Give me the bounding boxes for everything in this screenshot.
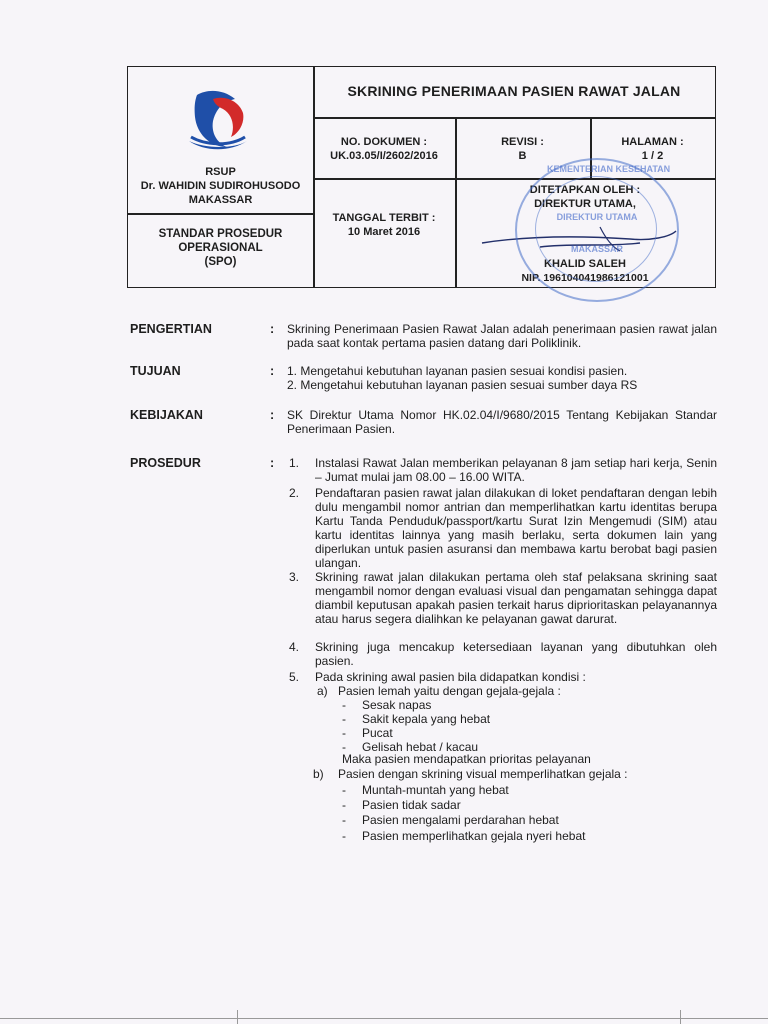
step-number: 3. xyxy=(289,570,300,584)
list-bullet: - xyxy=(342,712,346,726)
issue-date-value: 10 Maret 2016 xyxy=(347,226,421,238)
list-bullet: - xyxy=(342,829,346,843)
sub-label: b) xyxy=(313,767,324,781)
colon: : xyxy=(270,408,275,422)
divider xyxy=(313,117,715,119)
revision-label: REVISI : xyxy=(501,136,544,148)
page-label: HALAMAN : xyxy=(621,136,684,148)
list-bullet: - xyxy=(342,726,346,740)
stamp-text: KEMENTERIAN KESEHATAN xyxy=(547,164,671,174)
list-bullet: - xyxy=(342,740,346,754)
step-number: 1. xyxy=(289,456,300,470)
revision-value: B xyxy=(518,150,527,162)
step-text: Pada skrining awal pasien bila didapatkan kondisi : xyxy=(315,670,586,684)
list-bullet: - xyxy=(342,813,346,827)
symptom-item: Pasien memperlihatkan gejala nyeri hebat xyxy=(362,829,586,843)
sub-text: Pasien lemah yaitu dengan gejala-gejala : xyxy=(338,684,561,698)
sub-label: a) xyxy=(317,684,328,698)
step-text: Skrining juga mencakup ketersediaan layanan yang dibutuhkan oleh pasien. xyxy=(315,640,717,668)
org-line: RSUP xyxy=(205,166,236,178)
prosedur-label: PROSEDUR xyxy=(130,456,201,470)
symptom-item: Pasien mengalami perdarahan hebat xyxy=(362,813,559,827)
doc-number-label: NO. DOKUMEN : xyxy=(340,136,428,148)
colon: : xyxy=(270,456,275,470)
hospital-logo xyxy=(183,87,253,157)
divider xyxy=(313,67,315,287)
approver-title: DIREKTUR UTAMA, xyxy=(534,198,636,210)
symptom-item: Gelisah hebat / kacau xyxy=(362,740,479,754)
sub-text: Pasien dengan skrining visual memperlihatkan gejala : xyxy=(338,767,628,781)
step-text: Instalasi Rawat Jalan memberikan pelayanan 8 jam setiap hari kerja, Senin – Jumat mulai jam 08.00 – 16.00 WITA. xyxy=(315,456,717,484)
pengertian-label: PENGERTIAN xyxy=(130,322,212,336)
page-edge xyxy=(0,1018,768,1019)
symptom-item: Pucat xyxy=(362,726,393,740)
org-line: Dr. WAHIDIN SUDIROHUSODO xyxy=(140,180,301,192)
official-stamp xyxy=(515,158,679,302)
signer-nip: NIP. 196104041986121001 xyxy=(521,272,649,284)
page-edge xyxy=(680,1010,681,1024)
kebijakan-text: SK Direktur Utama Nomor HK.02.04/I/9680/2015 Tentang Kebijakan Standar Penerimaan Pasien. xyxy=(287,408,717,436)
revision-cell xyxy=(455,135,590,163)
symptom-item: Pasien tidak sadar xyxy=(362,798,461,812)
sub-conclusion: Maka pasien mendapatkan prioritas pelayanan xyxy=(342,752,591,766)
list-bullet: - xyxy=(342,783,346,797)
kebijakan-label: KEBIJAKAN xyxy=(130,408,203,422)
approved-by-label: DITETAPKAN OLEH : xyxy=(529,184,641,196)
org-name xyxy=(128,165,313,207)
colon: : xyxy=(270,322,275,336)
issue-date-label: TANGGAL TERBIT : xyxy=(332,212,436,224)
org-line: MAKASSAR xyxy=(188,194,253,206)
document-title: SKRINING PENERIMAAN PASIEN RAWAT JALAN xyxy=(347,83,681,99)
spo-line: (SPO) xyxy=(204,256,237,268)
stamp-text: MAKASSAR xyxy=(570,244,623,254)
stamp-text: DIREKTUR UTAMA xyxy=(556,212,638,222)
step-number: 4. xyxy=(289,640,300,654)
issue-date-cell xyxy=(313,211,455,239)
page-value: 1 / 2 xyxy=(641,150,664,162)
stamp-inner-ring xyxy=(535,176,657,282)
spo-label xyxy=(128,227,313,269)
page-edge xyxy=(237,1010,238,1024)
tujuan-item: 1. Mengetahui kebutuhan layanan pasien sesuai kondisi pasien. xyxy=(287,364,628,378)
symptom-item: Sakit kepala yang hebat xyxy=(362,712,491,726)
symptom-item: Sesak napas xyxy=(362,698,432,712)
step-text: Skrining rawat jalan dilakukan pertama oleh staf pelaksana skrining saat mengambil nomor dengan evaluasi visual dan pengamatan sehingga dapat diambil keputusan apakah pasien terkait harus diprioritaskan pelayanannya atau harus segera dialihkan ke pelayanan gawat darurat. xyxy=(315,570,717,626)
signer-name: KHALID SALEH xyxy=(544,258,626,270)
spo-line: OPERASIONAL xyxy=(178,242,263,254)
doc-number-cell xyxy=(313,135,455,163)
divider xyxy=(128,213,313,215)
list-bullet: - xyxy=(342,798,346,812)
tujuan-label: TUJUAN xyxy=(130,364,181,378)
list-bullet: - xyxy=(342,698,346,712)
symptom-item: Muntah-muntah yang hebat xyxy=(362,783,509,797)
pengertian-text: Skrining Penerimaan Pasien Rawat Jalan adalah penerimaan pasien rawat jalan pada saat kontak pertama pasien datang dari Poliklinik. xyxy=(287,322,717,350)
doc-number-value: UK.03.05/I/2602/2016 xyxy=(330,150,438,162)
step-number: 2. xyxy=(289,486,300,500)
step-text: Pendaftaran pasien rawat jalan dilakukan di loket pendaftaran dengan lebih dulu mengambil nomor antrian dan memperlihatkan kartu identitas berupa Kartu Tanda Penduduk/passport/kartu Surat Izin Mengemudi (SIM) atau kartu identitas lainnya yang masih berlaku, serta dokumen lain yang diperlukan untuk pasien asuransi dan membawa kartu berobat bagi pasien ulangan. xyxy=(315,486,717,570)
step-number: 5. xyxy=(289,670,300,684)
tujuan-item: 2. Mengetahui kebutuhan layanan pasien sesuai sumber daya RS xyxy=(287,378,638,392)
spo-line: STANDAR PROSEDUR xyxy=(158,228,283,240)
colon: : xyxy=(270,364,275,378)
